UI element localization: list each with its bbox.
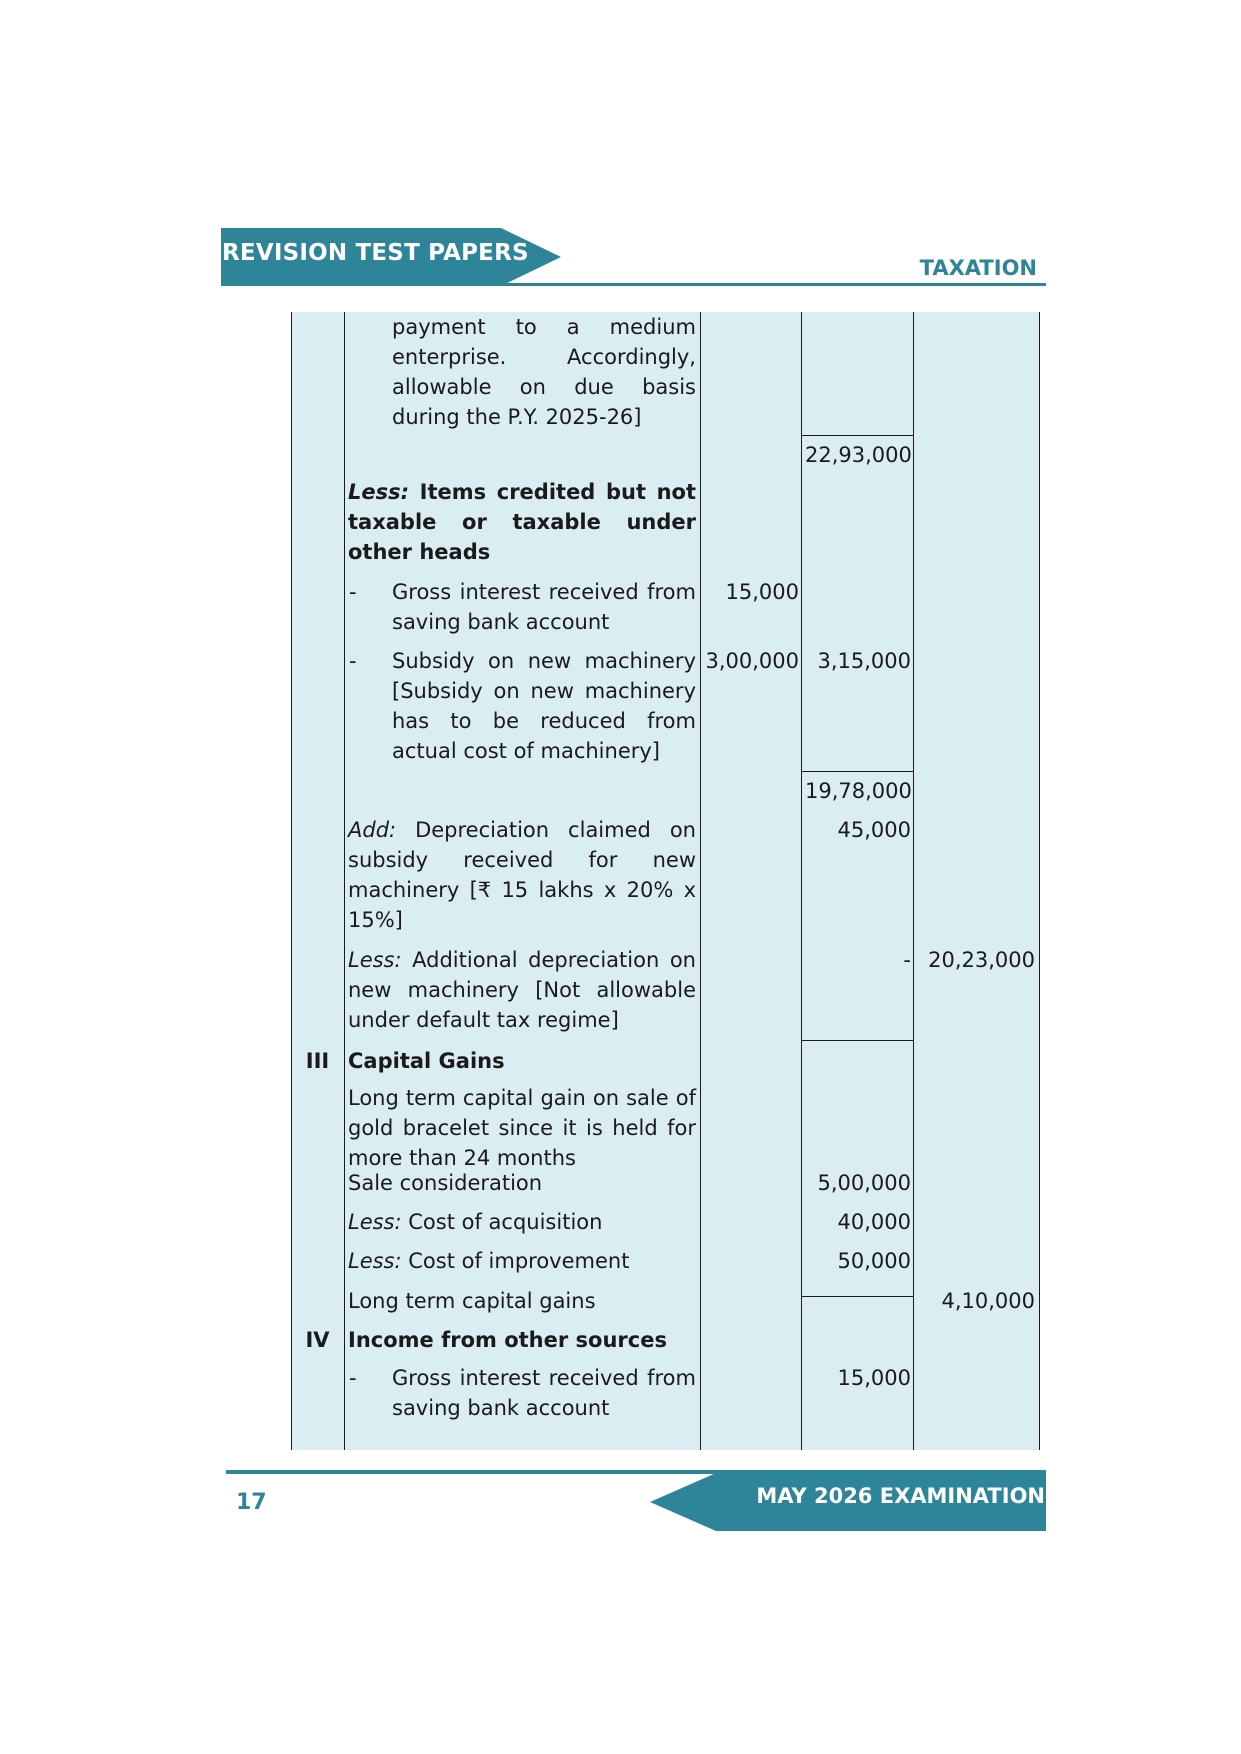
list-dash: - (349, 649, 357, 673)
add-prefix: Add: (348, 818, 397, 842)
row-continued-desc: payment to a medium enterprise. Accordingly, allowable on due basis during the P.Y. 2025-26] (392, 315, 696, 429)
add-depreciation-amount: 45,000 (837, 818, 911, 842)
less-items-total: 3,15,000 (817, 649, 911, 673)
subtotal-rule (801, 1040, 914, 1041)
footer-exam: MAY 2026 EXAMINATION (756, 1484, 1045, 1508)
cost-acquisition-amount: 40,000 (837, 1210, 911, 1234)
subtotal-2: 19,78,000 (805, 779, 912, 803)
sale-consideration-amount: 5,00,000 (817, 1171, 911, 1195)
interest-amount: 15,000 (725, 580, 799, 604)
cost-acquisition-text: Cost of acquisition (408, 1210, 603, 1234)
add-depreciation-text: Depreciation claimed on subsidy received for new machinery [₹ 15 lakhs x 20% x 15%] (348, 818, 696, 932)
section-iv-title: Income from other sources (348, 1328, 667, 1352)
less-prefix: Less: (348, 948, 402, 972)
sale-consideration-label: Sale consideration (348, 1171, 543, 1195)
interest-desc: Gross interest received from saving bank account (392, 580, 696, 634)
subtotal-rule (801, 435, 914, 436)
cost-acquisition-label (348, 1207, 696, 1237)
cost-improvement-amount: 50,000 (837, 1249, 911, 1273)
section-iii-number: III (305, 1049, 330, 1073)
page-number: 17 (236, 1490, 267, 1515)
less-items-title: Items credited but not taxable or taxable under other heads (348, 480, 697, 564)
ltcg-total: 4,10,000 (941, 1289, 1035, 1313)
less-items-heading (348, 477, 696, 567)
header-title: REVISION TEST PAPERS (222, 240, 529, 266)
header-rule (221, 283, 1046, 286)
subtotal-rule (801, 1296, 914, 1297)
section-iii-title: Capital Gains (348, 1049, 505, 1073)
subsidy-amount: 3,00,000 (705, 649, 799, 673)
less-additional-text: Additional depreciation on new machinery [Not allowable under default tax regime] (348, 948, 696, 1032)
subtotal-rule (801, 771, 914, 772)
ltcg-label: Long term capital gains (348, 1289, 596, 1313)
other-interest-amount: 15,000 (837, 1366, 911, 1390)
less-prefix: Less: (348, 480, 410, 504)
cost-improvement-label (348, 1246, 696, 1276)
less-additional-desc (348, 945, 696, 1035)
col-border (344, 312, 345, 1450)
col-border (801, 312, 802, 1450)
subtotal-1: 22,93,000 (805, 443, 912, 467)
list-dash: - (349, 580, 357, 604)
list-dash: - (349, 1366, 357, 1390)
col-border (291, 312, 292, 1450)
business-income-total: 20,23,000 (928, 948, 1035, 972)
section-iii-desc: Long term capital gain on sale of gold bracelet since it is held for more than 24 months (348, 1086, 696, 1170)
add-depreciation-desc (348, 815, 696, 935)
less-additional-amount: - (903, 948, 911, 972)
less-prefix: Less: (348, 1249, 402, 1273)
cost-improvement-text: Cost of improvement (408, 1249, 630, 1273)
less-prefix: Less: (348, 1210, 402, 1234)
other-interest-desc: Gross interest received from saving bank account (392, 1366, 696, 1420)
subsidy-desc: Subsidy on new machinery [Subsidy on new machinery has to be reduced from actual cost of machinery] (392, 649, 696, 763)
section-iv-number: IV (305, 1328, 330, 1352)
computation-table (291, 312, 1040, 1450)
col-border (913, 312, 914, 1450)
col-border (1039, 312, 1040, 1450)
header-subject: TAXATION (919, 256, 1037, 280)
col-border (700, 312, 701, 1450)
